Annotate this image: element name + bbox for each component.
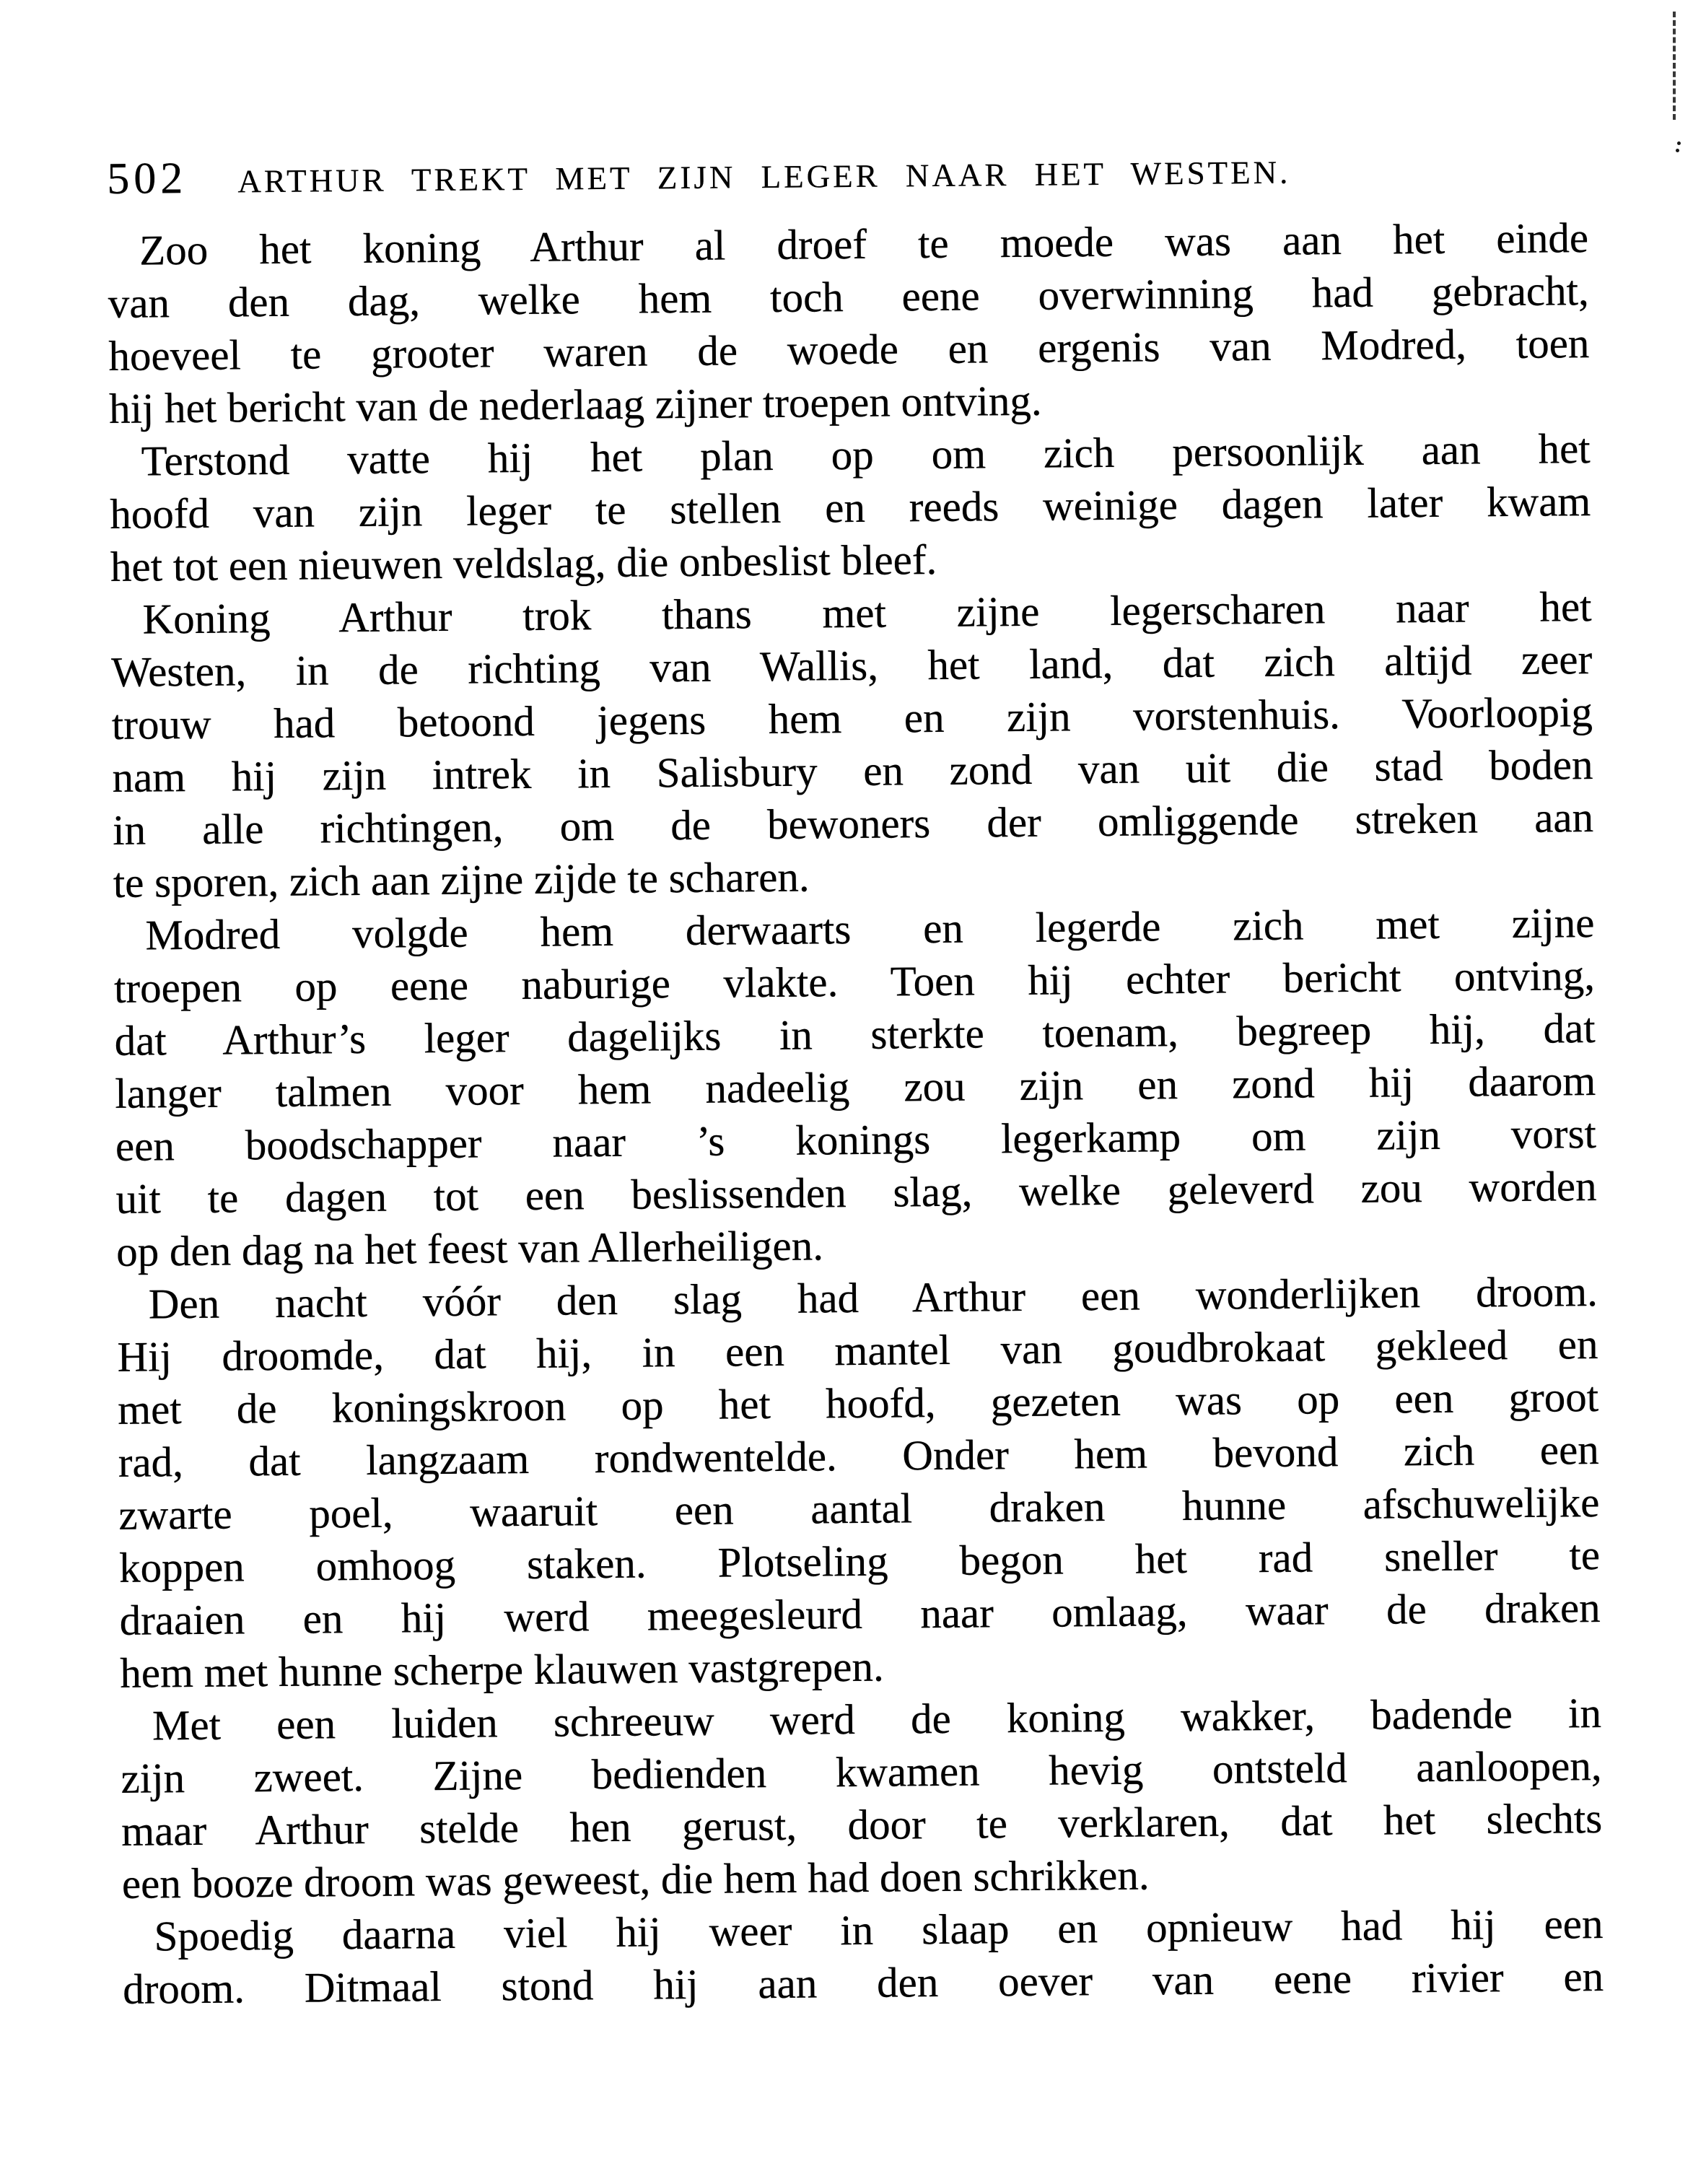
text-line: Modred volgde hem derwaarts en legerde zich met zijne [145,899,1595,959]
text-line: Terstond vatte hij het plan op om zich persoonlijk aan het [141,424,1591,485]
text-line: maar Arthur stelde hen gerust, door te verklaren, dat het slechts [121,1794,1603,1855]
text-line: het tot een nieuwen veldslag, die onbeslist bleef. [110,535,937,590]
text-line: zijn zweet. Zijne bedienden kwamen hevig ontsteld aanloopen, [121,1741,1602,1802]
text-line: hij het bericht van de nederlaag zijner troepen ontving. [108,376,1042,432]
text-line: Zoo het koning Arthur al droef te moede was aan het einde [139,214,1589,274]
text-line: hoofd van zijn leger te stellen en reeds weinige dagen later kwam [110,477,1591,538]
text-line: troepen op eene naburige vlakte. Toen hij echter bericht ontving, [113,951,1596,1012]
paragraph [110,580,1594,909]
text-line: op den dag na het feest van Allerheiligen. [115,1221,824,1275]
text-line: droom. Ditmaal stond hij aan den oever van eene rivier en [122,1952,1604,2013]
paragraph [109,422,1591,593]
text-line: koppen omhoog staken. Plotseling begon het rad sneller te [118,1530,1601,1591]
text-line: draaien en hij werd meegesleurd naar omlaag, waar de draken [119,1583,1601,1644]
text-line: Spoedig daarna viel hij weer in slaap en opnieuw had hij een [154,1899,1604,1960]
text-line: Hij droomde, dat hij, in een mantel van goudbrokaat gekleed en [117,1320,1598,1381]
text-line: Westen, in de richting van Wallis, het land, dat zich altijd zeer [110,635,1593,696]
text-line: nam hij zijn intrek in Salisbury en zond van uit die stad boden [112,741,1593,801]
page-number: 502 [106,154,188,204]
text-line: Den nacht vóór den slag had Arthur een wonderlijken droom. [148,1267,1598,1328]
paragraph [113,896,1597,1278]
running-title: ARTHUR TREKT MET ZIJN LEGER NAAR HET WESTEN. [237,154,1291,200]
scan-speck [1676,149,1679,152]
text-line: in alle richtingen, om de bewoners der omliggende streken aan [112,793,1594,854]
text-line: rad, dat langzaam rondwentelde. Onder hem bevond zich een [118,1425,1600,1486]
text-line: een boodschapper naar ’s konings legerkamp om zijn vorst [115,1109,1597,1170]
text-line: zwarte poel, waaruit een aantal draken hunne afschuwelijke [118,1478,1600,1539]
scan-artifact [1673,12,1676,120]
text-line: Koning Arthur trok thans met zijne legerscharen naar het [142,582,1592,643]
text-line: uit te dagen tot een beslissenden slag, welke geleverd zou worden [115,1162,1597,1223]
paragraph [108,211,1590,435]
text-line: Met een luiden schreeuw werd de koning wakker, badende in [152,1688,1602,1750]
text-line: een booze droom was geweest, die hem had doen schrikken. [121,1851,1150,1908]
scan-speck [1677,141,1681,145]
text-line: hem met hunne scherpe klauwen vastgrepen. [120,1642,884,1697]
page-header [107,141,1591,205]
text-line: te sporen, zich aan zijne zijde te scharen. [113,852,810,907]
text-line: hoeveel te grooter waren de woede en ergenis van Modred, toen [108,319,1590,380]
paragraph [121,1687,1603,1910]
text-line: met de koningskroon op het hoofd, gezeten was op een groot [117,1373,1599,1433]
text-line: trouw had betoond jegens hem en zijn vorstenhuis. Voorloopig [111,688,1593,748]
text-line: dat Arthur’s leger dagelijks in sterkte toenam, begreep hij, dat [114,1004,1596,1065]
text-block [108,211,1604,2016]
text-line: van den dag, welke hem toch eene overwinning had gebracht, [108,266,1589,327]
text-line: langer talmen voor hem nadeelig zou zijn en zond hij daarom [115,1057,1596,1117]
paragraph [122,1897,1604,2016]
paragraph [117,1265,1601,1700]
